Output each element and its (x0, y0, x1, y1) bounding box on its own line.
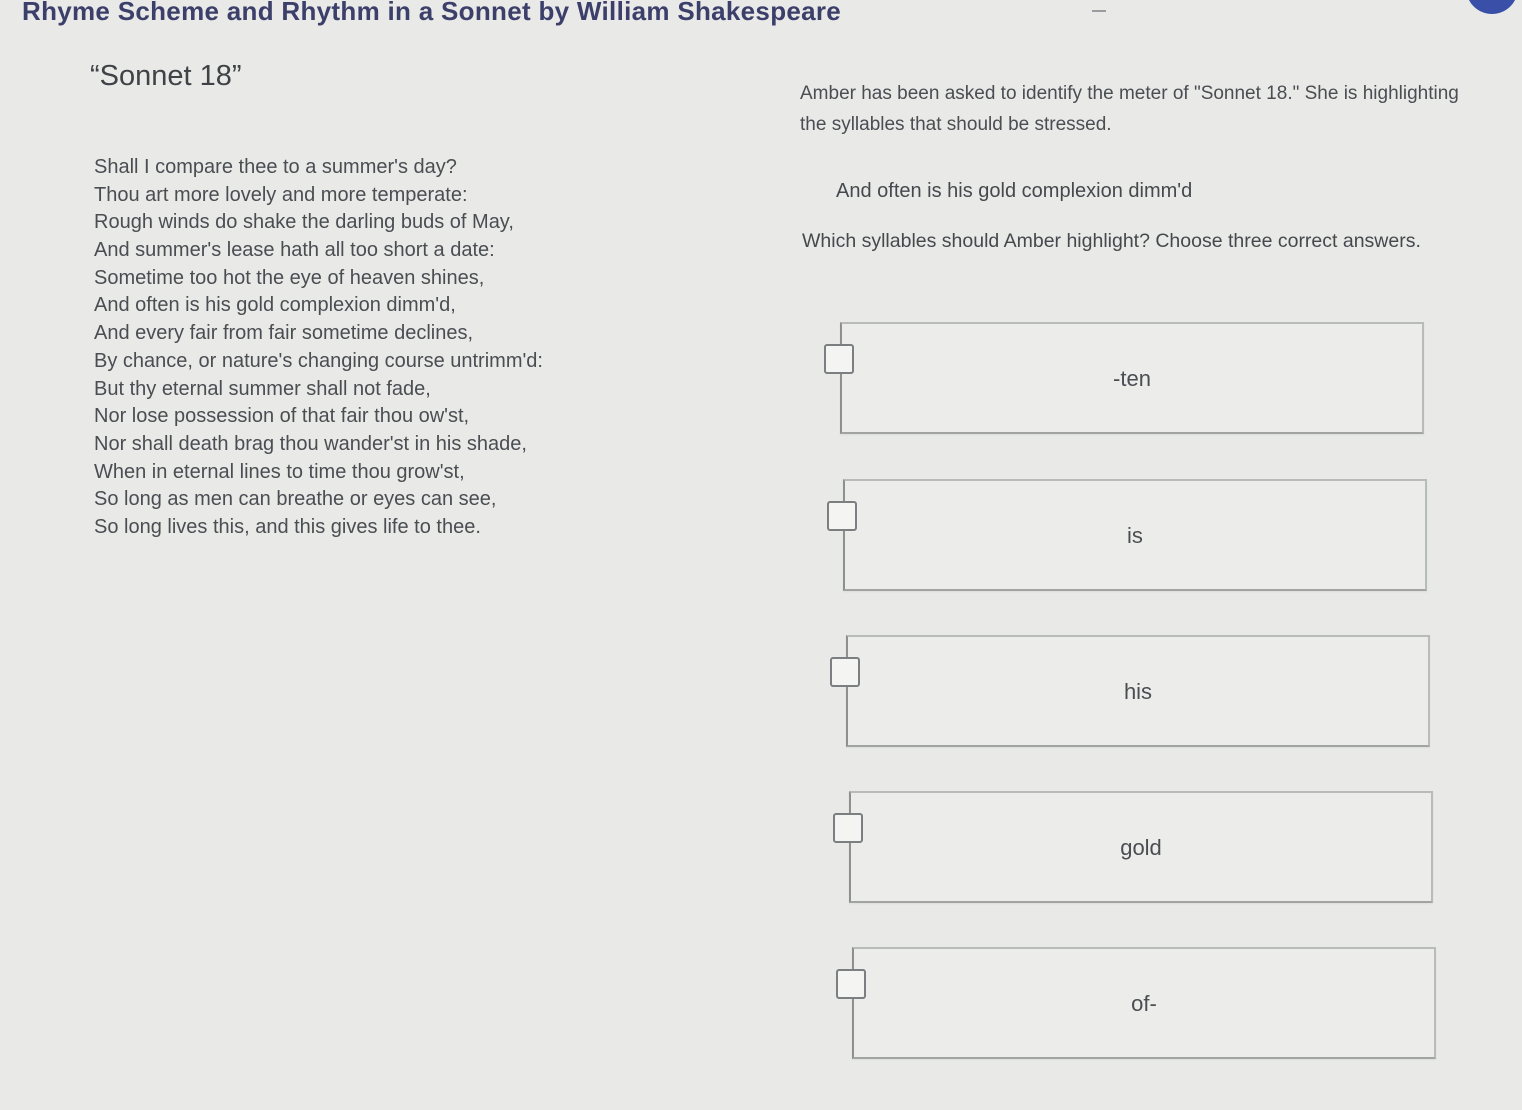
poem-line: And summer's lease hath all too short a date: (94, 239, 495, 262)
poem-text (94, 154, 543, 542)
poem-line: Nor shall death brag thou wander'st in his shade, (94, 432, 527, 455)
poem-line: And every fair from fair sometime declines, (94, 322, 474, 345)
poem-line: And often is his gold complexion dimm'd, (94, 294, 456, 317)
answer-option-of[interactable] (852, 947, 1436, 1059)
question-instruction: Which syllables should Amber highlight? Choose three correct answers. (802, 230, 1421, 252)
poem-line: So long as men can breathe or eyes can see, (94, 488, 497, 511)
answer-option-ten[interactable] (840, 322, 1424, 434)
poem-line: So long lives this, and this gives life to thee. (94, 515, 481, 538)
question-prompt: Amber has been asked to identify the meter of "Sonnet 18." She is highlighting the syllables that should be stressed. (800, 83, 1459, 135)
poem-line: When in eternal lines to time thou grow'st, (94, 460, 465, 483)
answer-option-label: is (1127, 523, 1143, 548)
answer-option-label: -ten (1113, 366, 1151, 391)
poem-title: “Sonnet 18” (90, 60, 242, 92)
poem-line: Shall I compare thee to a summer's day? (94, 156, 457, 178)
answer-option-label: of- (1131, 991, 1157, 1016)
account-badge[interactable] (1466, 0, 1518, 14)
answer-option-his[interactable] (846, 635, 1430, 747)
divider (1092, 10, 1106, 12)
answer-option-label: his (1123, 679, 1153, 704)
answer-option-gold[interactable] (849, 791, 1433, 903)
poem-line: But thy eternal summer shall not fade, (94, 377, 431, 400)
page-title: Rhyme Scheme and Rhythm in a Sonnet by William Shakespeare (22, 0, 842, 26)
answer-option-label: gold (1120, 835, 1162, 860)
poem-line: Nor lose possession of that fair thou ow'st, (94, 405, 470, 428)
answer-option-is[interactable] (843, 479, 1427, 591)
poem-line: Sometime too hot the eye of heaven shines, (94, 266, 485, 289)
quoted-line: And often is his gold complexion dimm'd (836, 180, 1193, 202)
poem-line: Thou art more lovely and more temperate: (94, 183, 468, 206)
poem-line: Rough winds do shake the darling buds of May, (94, 211, 514, 234)
poem-line: By chance, or nature's changing course untrimm'd: (94, 349, 543, 372)
